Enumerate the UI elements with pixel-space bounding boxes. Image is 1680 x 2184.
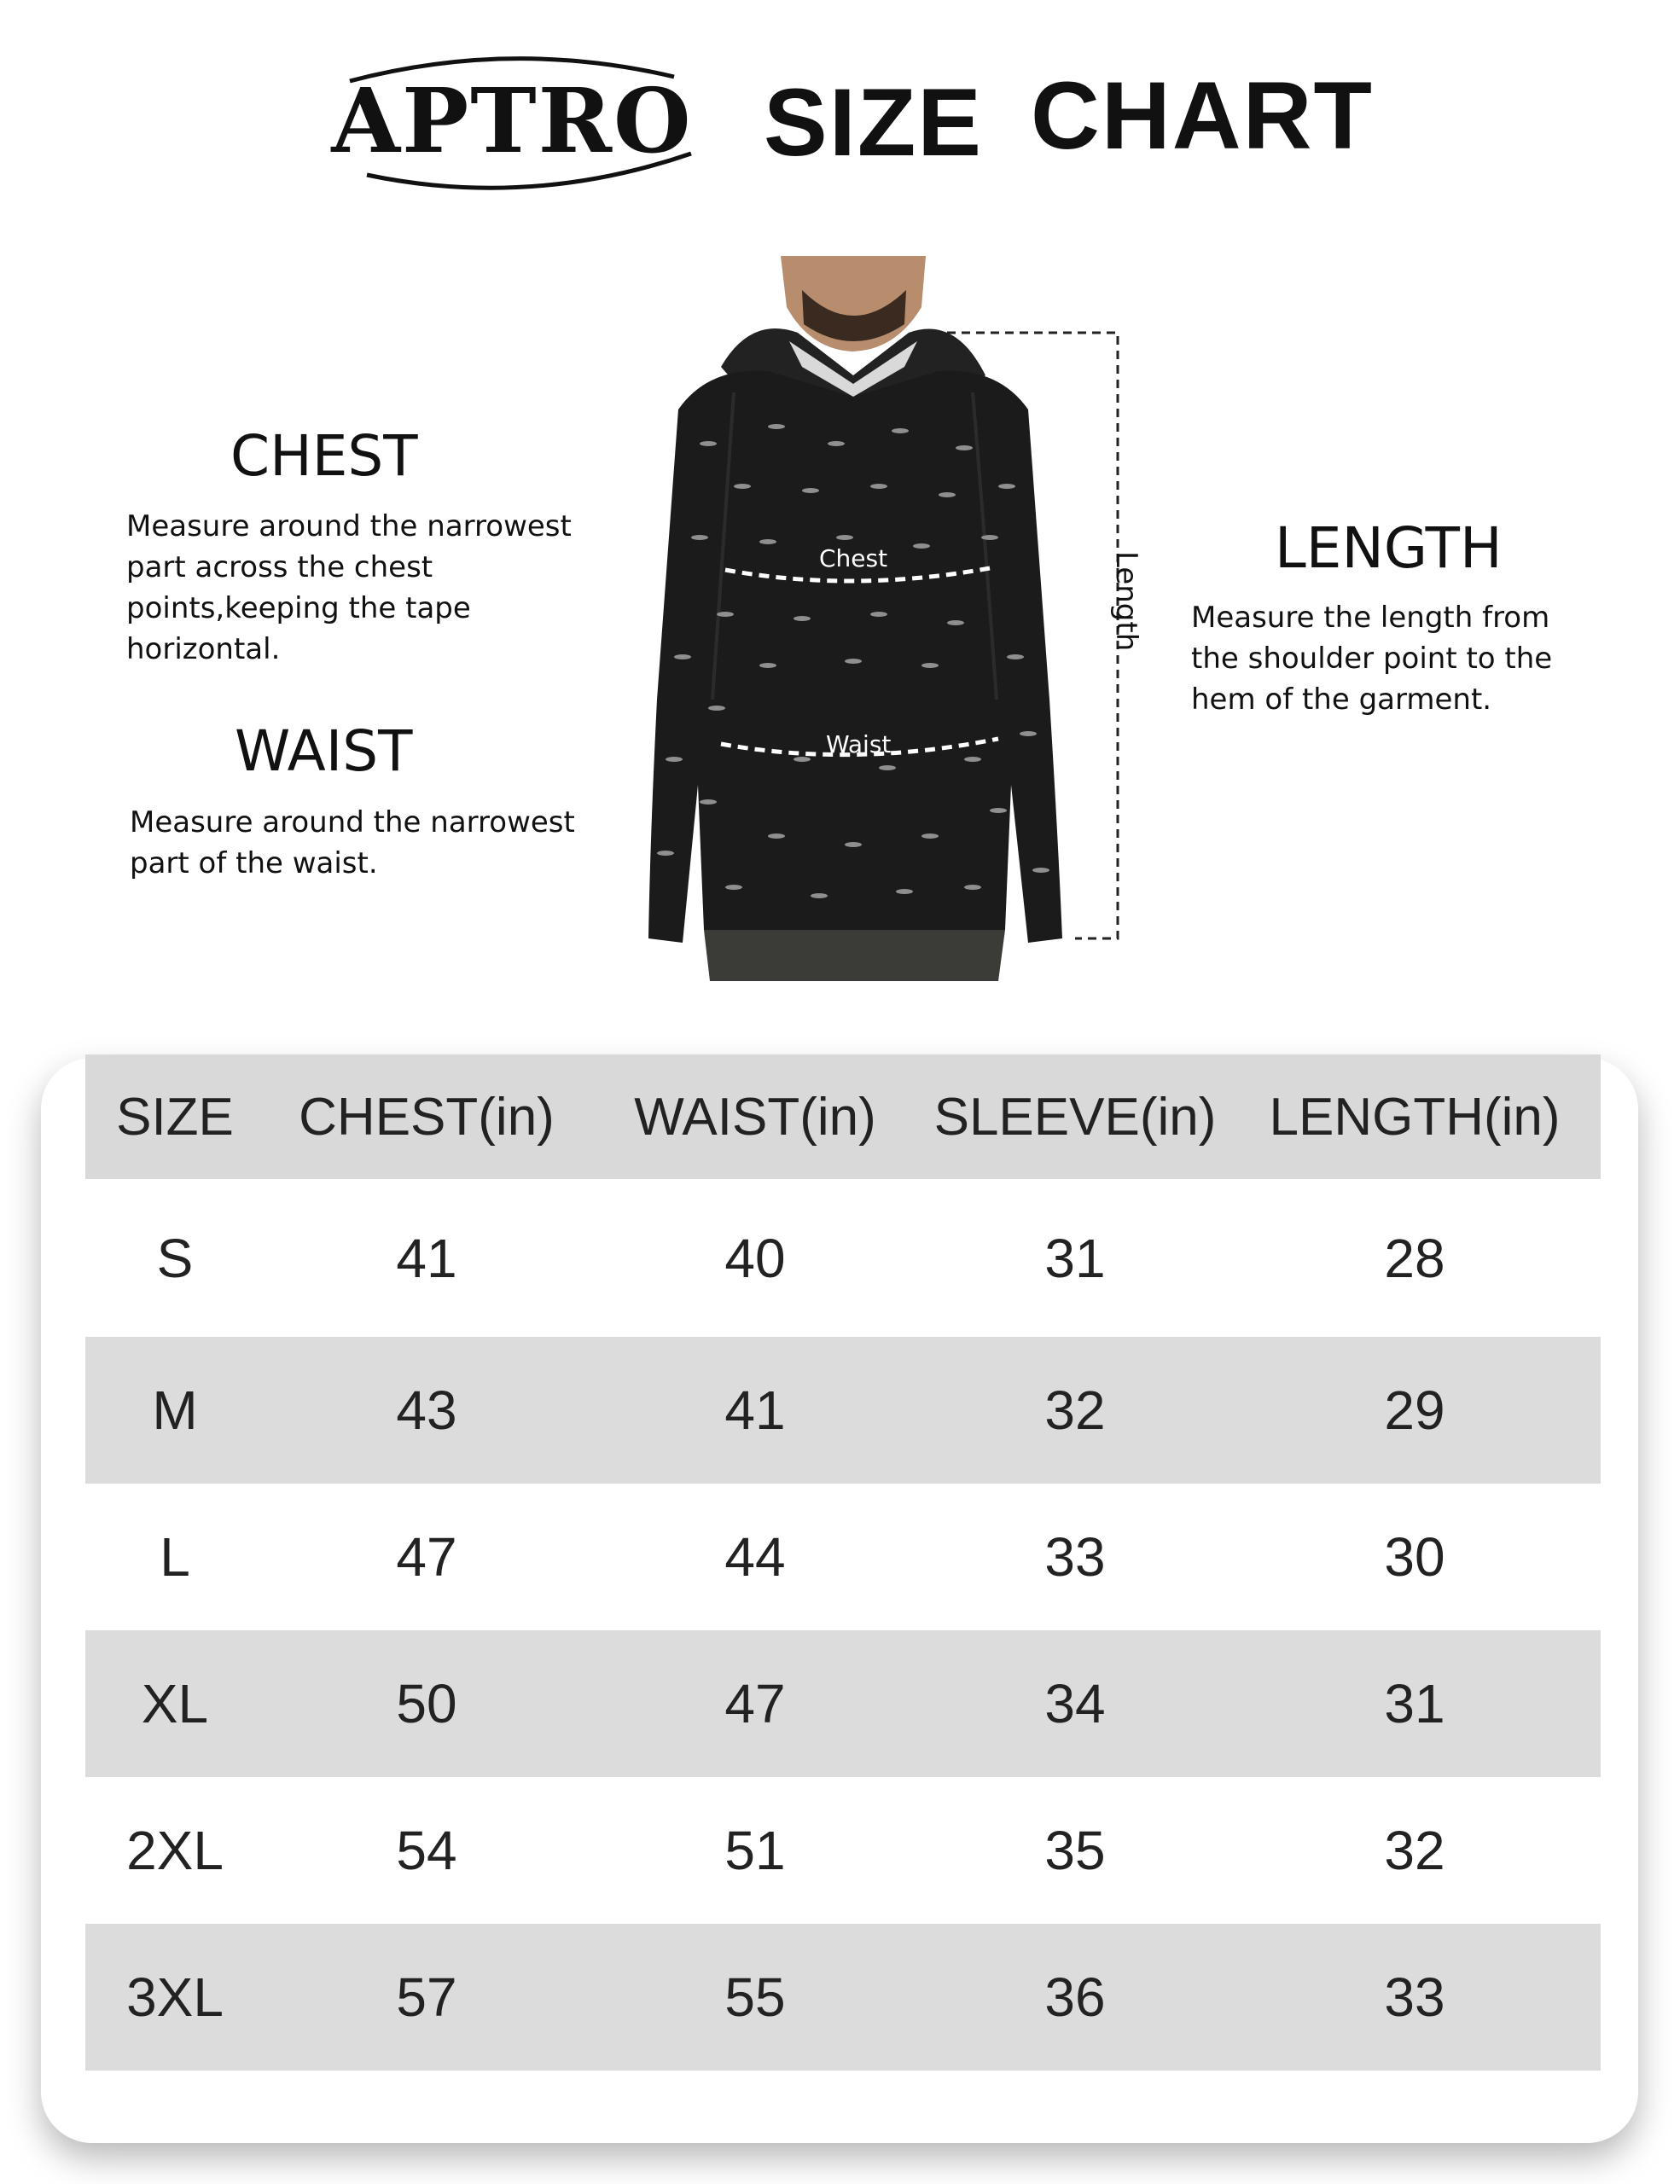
waist-line-label: Waist — [826, 730, 892, 758]
size-cell: 3XL — [126, 1966, 224, 2028]
table-row — [85, 1337, 1601, 1484]
size-cell: XL — [141, 1673, 209, 1734]
table-header-row — [85, 1054, 1601, 1179]
size-cell: S — [156, 1227, 194, 1289]
brand-logo — [316, 47, 708, 192]
header-chest: CHEST(in) — [299, 1087, 555, 1147]
waist-cell: 41 — [724, 1380, 786, 1441]
chest-cell: 41 — [396, 1227, 457, 1289]
length-cell: 32 — [1384, 1820, 1445, 1881]
waist-cell: 40 — [724, 1227, 786, 1289]
sleeve-cell: 34 — [1044, 1673, 1106, 1734]
size-table — [85, 1054, 1601, 2071]
table-row — [85, 1777, 1601, 1924]
length-cell: 31 — [1384, 1673, 1445, 1734]
sleeve-cell: 36 — [1044, 1966, 1106, 2028]
waist-heading: WAIST — [235, 718, 413, 784]
title-size-word: SIZE — [764, 69, 983, 176]
length-cell: 29 — [1384, 1380, 1445, 1441]
table-row — [85, 1924, 1601, 2071]
chest-line-label: Chest — [819, 544, 888, 572]
size-cell: L — [160, 1526, 190, 1588]
waist-cell: 47 — [724, 1673, 786, 1734]
brand-name: APTRO — [331, 68, 693, 173]
chest-cell: 43 — [396, 1380, 457, 1441]
table-row — [85, 1484, 1601, 1630]
hoodie-illustration-icon — [597, 256, 1152, 981]
length-line-label: Length — [1109, 551, 1143, 652]
header-length: LENGTH(in) — [1269, 1087, 1561, 1147]
waist-cell: 51 — [724, 1820, 786, 1881]
sleeve-cell: 35 — [1044, 1820, 1106, 1881]
sleeve-cell: 32 — [1044, 1380, 1106, 1441]
chest-cell: 47 — [396, 1526, 457, 1588]
size-cell: M — [152, 1380, 198, 1441]
length-cell: 28 — [1384, 1227, 1445, 1289]
chest-heading: CHEST — [230, 423, 418, 489]
header-size: SIZE — [116, 1087, 234, 1147]
sleeve-cell: 31 — [1044, 1227, 1106, 1289]
page-header — [0, 0, 1680, 205]
header-waist: WAIST(in) — [634, 1087, 876, 1147]
model-photo — [597, 256, 1152, 981]
length-description: Measure the length from the shoulder point to the hem of the garment. — [1191, 601, 1553, 717]
chest-cell: 57 — [396, 1966, 457, 2028]
size-cell: 2XL — [126, 1820, 224, 1881]
chest-cell: 54 — [396, 1820, 457, 1881]
table-row — [85, 1630, 1601, 1777]
waist-cell: 44 — [724, 1526, 786, 1588]
waist-cell: 55 — [724, 1966, 786, 2028]
chest-description: Measure around the narrowest part across the chest points,keeping the tape horizontal. — [126, 509, 572, 666]
sleeve-cell: 33 — [1044, 1526, 1106, 1588]
title-chart-word: CHART — [1031, 62, 1374, 169]
table-row — [85, 1179, 1601, 1337]
length-cell: 33 — [1384, 1966, 1445, 2028]
waist-description: Measure around the narrowest part of the waist. — [130, 805, 575, 880]
chest-cell: 50 — [396, 1673, 457, 1734]
length-cell: 30 — [1384, 1526, 1445, 1588]
length-heading: LENGTH — [1275, 515, 1503, 581]
header-sleeve: SLEEVE(in) — [933, 1087, 1217, 1147]
